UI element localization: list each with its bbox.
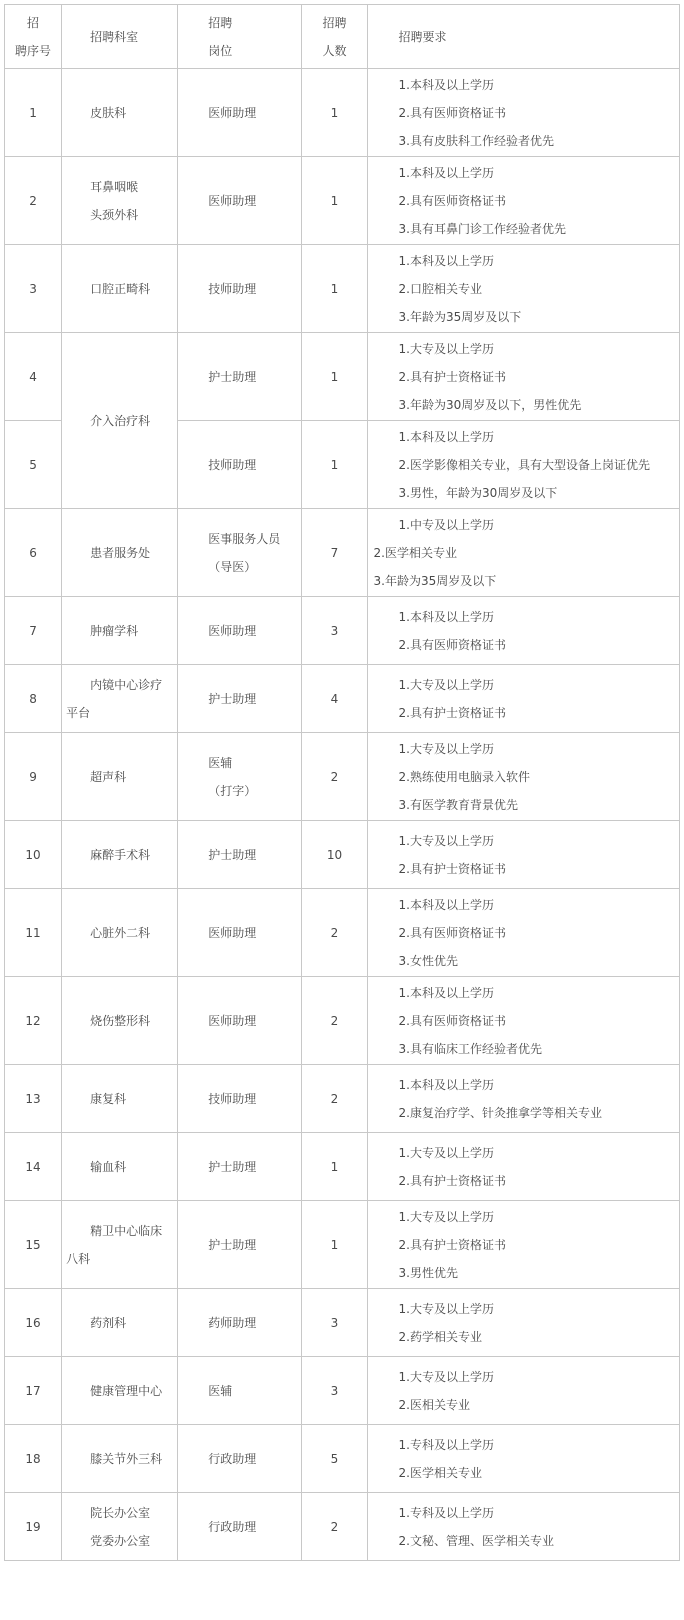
cell-serial-no: 13 bbox=[5, 1065, 62, 1133]
cell-serial-no: 5 bbox=[5, 421, 62, 509]
cell-headcount: 1 bbox=[302, 1201, 367, 1289]
cell-department: 康复科 bbox=[62, 1065, 178, 1133]
cell-headcount: 2 bbox=[302, 1065, 367, 1133]
cell-serial-no: 18 bbox=[5, 1425, 62, 1493]
cell-serial-no: 14 bbox=[5, 1133, 62, 1201]
cell-headcount: 1 bbox=[302, 333, 367, 421]
table-row bbox=[5, 665, 680, 733]
cell-position: 医辅 （打字） bbox=[178, 733, 302, 821]
cell-requirements: 1.大专及以上学历 2.医相关专业 bbox=[367, 1357, 679, 1425]
cell-position: 技师助理 bbox=[178, 245, 302, 333]
cell-department: 输血科 bbox=[62, 1133, 178, 1201]
cell-department: 精卫中心临床 八科 bbox=[62, 1201, 178, 1289]
cell-department: 心脏外二科 bbox=[62, 889, 178, 977]
cell-serial-no: 16 bbox=[5, 1289, 62, 1357]
cell-requirements: 1.本科及以上学历 2.口腔相关专业 3.年龄为35周岁及以下 bbox=[367, 245, 679, 333]
table-row bbox=[5, 1493, 680, 1561]
cell-position: 医辅 bbox=[178, 1357, 302, 1425]
table-row bbox=[5, 821, 680, 889]
cell-headcount: 2 bbox=[302, 977, 367, 1065]
cell-position: 护士助理 bbox=[178, 821, 302, 889]
cell-requirements: 1.大专及以上学历 2.具有护士资格证书 3.男性优先 bbox=[367, 1201, 679, 1289]
cell-requirements: 1.大专及以上学历 2.具有护士资格证书 bbox=[367, 1133, 679, 1201]
cell-department: 超声科 bbox=[62, 733, 178, 821]
cell-position: 医师助理 bbox=[178, 69, 302, 157]
cell-serial-no: 11 bbox=[5, 889, 62, 977]
cell-serial-no: 17 bbox=[5, 1357, 62, 1425]
cell-requirements: 1.专科及以上学历 2.医学相关专业 bbox=[367, 1425, 679, 1493]
table-row bbox=[5, 597, 680, 665]
cell-headcount: 2 bbox=[302, 1493, 367, 1561]
table-row bbox=[5, 245, 680, 333]
cell-requirements: 1.本科及以上学历 2.具有医师资格证书 3.具有临床工作经验者优先 bbox=[367, 977, 679, 1065]
table-body bbox=[5, 69, 680, 1561]
header-requirements: 招聘要求 bbox=[367, 5, 679, 69]
cell-position: 护士助理 bbox=[178, 333, 302, 421]
header-position: 招聘 岗位 bbox=[178, 5, 302, 69]
cell-department: 院长办公室 党委办公室 bbox=[62, 1493, 178, 1561]
cell-requirements: 1.大专及以上学历 2.具有护士资格证书 3.年龄为30周岁及以下，男性优先 bbox=[367, 333, 679, 421]
cell-headcount: 1 bbox=[302, 245, 367, 333]
cell-headcount: 3 bbox=[302, 1289, 367, 1357]
cell-requirements: 1.本科及以上学历 2.医学影像相关专业，具有大型设备上岗证优先 3.男性，年龄为30周岁及以下 bbox=[367, 421, 679, 509]
cell-department: 烧伤整形科 bbox=[62, 977, 178, 1065]
cell-requirements: 1.大专及以上学历 2.药学相关专业 bbox=[367, 1289, 679, 1357]
cell-position: 医事服务人员 （导医） bbox=[178, 509, 302, 597]
cell-requirements: 1.专科及以上学历 2.文秘、管理、医学相关专业 bbox=[367, 1493, 679, 1561]
table-row bbox=[5, 733, 680, 821]
cell-position: 医师助理 bbox=[178, 157, 302, 245]
cell-headcount: 1 bbox=[302, 421, 367, 509]
cell-position: 医师助理 bbox=[178, 889, 302, 977]
cell-serial-no: 15 bbox=[5, 1201, 62, 1289]
cell-requirements: 1.本科及以上学历 2.具有医师资格证书 3.女性优先 bbox=[367, 889, 679, 977]
table-row bbox=[5, 1425, 680, 1493]
cell-position: 护士助理 bbox=[178, 665, 302, 733]
cell-position: 医师助理 bbox=[178, 597, 302, 665]
cell-headcount: 1 bbox=[302, 1133, 367, 1201]
cell-serial-no: 10 bbox=[5, 821, 62, 889]
table-row bbox=[5, 509, 680, 597]
cell-serial-no: 9 bbox=[5, 733, 62, 821]
table-row bbox=[5, 1201, 680, 1289]
cell-department: 内镜中心诊疗 平台 bbox=[62, 665, 178, 733]
cell-requirements: 1.本科及以上学历 2.具有医师资格证书 3.具有耳鼻门诊工作经验者优先 bbox=[367, 157, 679, 245]
table-row bbox=[5, 977, 680, 1065]
cell-headcount: 3 bbox=[302, 1357, 367, 1425]
header-serial-no: 招 聘序号 bbox=[5, 5, 62, 69]
cell-position: 行政助理 bbox=[178, 1493, 302, 1561]
cell-serial-no: 6 bbox=[5, 509, 62, 597]
cell-serial-no: 1 bbox=[5, 69, 62, 157]
table-header-row bbox=[5, 5, 680, 69]
cell-department: 耳鼻咽喉 头颈外科 bbox=[62, 157, 178, 245]
cell-department: 皮肤科 bbox=[62, 69, 178, 157]
cell-headcount: 4 bbox=[302, 665, 367, 733]
table-row bbox=[5, 1065, 680, 1133]
cell-headcount: 3 bbox=[302, 597, 367, 665]
cell-requirements: 1.本科及以上学历 2.具有医师资格证书 bbox=[367, 597, 679, 665]
cell-department: 介入治疗科 bbox=[62, 333, 178, 509]
cell-department: 患者服务处 bbox=[62, 509, 178, 597]
cell-position: 技师助理 bbox=[178, 421, 302, 509]
cell-serial-no: 19 bbox=[5, 1493, 62, 1561]
table-row bbox=[5, 1133, 680, 1201]
cell-department: 麻醉手术科 bbox=[62, 821, 178, 889]
table-row bbox=[5, 889, 680, 977]
cell-headcount: 1 bbox=[302, 157, 367, 245]
cell-headcount: 1 bbox=[302, 69, 367, 157]
table-row bbox=[5, 1357, 680, 1425]
cell-serial-no: 3 bbox=[5, 245, 62, 333]
cell-position: 护士助理 bbox=[178, 1201, 302, 1289]
header-headcount: 招聘 人数 bbox=[302, 5, 367, 69]
cell-headcount: 7 bbox=[302, 509, 367, 597]
cell-headcount: 5 bbox=[302, 1425, 367, 1493]
header-department: 招聘科室 bbox=[62, 5, 178, 69]
cell-requirements: 1.本科及以上学历 2.康复治疗学、针灸推拿学等相关专业 bbox=[367, 1065, 679, 1133]
cell-headcount: 2 bbox=[302, 889, 367, 977]
cell-position: 药师助理 bbox=[178, 1289, 302, 1357]
table-row bbox=[5, 69, 680, 157]
recruitment-table bbox=[4, 4, 680, 1561]
table-row bbox=[5, 1289, 680, 1357]
cell-headcount: 2 bbox=[302, 733, 367, 821]
cell-serial-no: 7 bbox=[5, 597, 62, 665]
cell-serial-no: 2 bbox=[5, 157, 62, 245]
cell-serial-no: 4 bbox=[5, 333, 62, 421]
cell-requirements: 1.大专及以上学历 2.具有护士资格证书 bbox=[367, 821, 679, 889]
cell-requirements: 1.中专及以上学历 2.医学相关专业 3.年龄为35周岁及以下 bbox=[367, 509, 679, 597]
cell-department: 肿瘤学科 bbox=[62, 597, 178, 665]
table-row bbox=[5, 157, 680, 245]
cell-serial-no: 8 bbox=[5, 665, 62, 733]
cell-serial-no: 12 bbox=[5, 977, 62, 1065]
cell-requirements: 1.本科及以上学历 2.具有医师资格证书 3.具有皮肤科工作经验者优先 bbox=[367, 69, 679, 157]
cell-department: 健康管理中心 bbox=[62, 1357, 178, 1425]
cell-department: 膝关节外三科 bbox=[62, 1425, 178, 1493]
cell-requirements: 1.大专及以上学历 2.熟练使用电脑录入软件 3.有医学教育背景优先 bbox=[367, 733, 679, 821]
cell-position: 行政助理 bbox=[178, 1425, 302, 1493]
cell-headcount: 10 bbox=[302, 821, 367, 889]
cell-department: 药剂科 bbox=[62, 1289, 178, 1357]
cell-requirements: 1.大专及以上学历 2.具有护士资格证书 bbox=[367, 665, 679, 733]
table-row bbox=[5, 333, 680, 421]
cell-department: 口腔正畸科 bbox=[62, 245, 178, 333]
cell-position: 护士助理 bbox=[178, 1133, 302, 1201]
cell-position: 技师助理 bbox=[178, 1065, 302, 1133]
cell-position: 医师助理 bbox=[178, 977, 302, 1065]
